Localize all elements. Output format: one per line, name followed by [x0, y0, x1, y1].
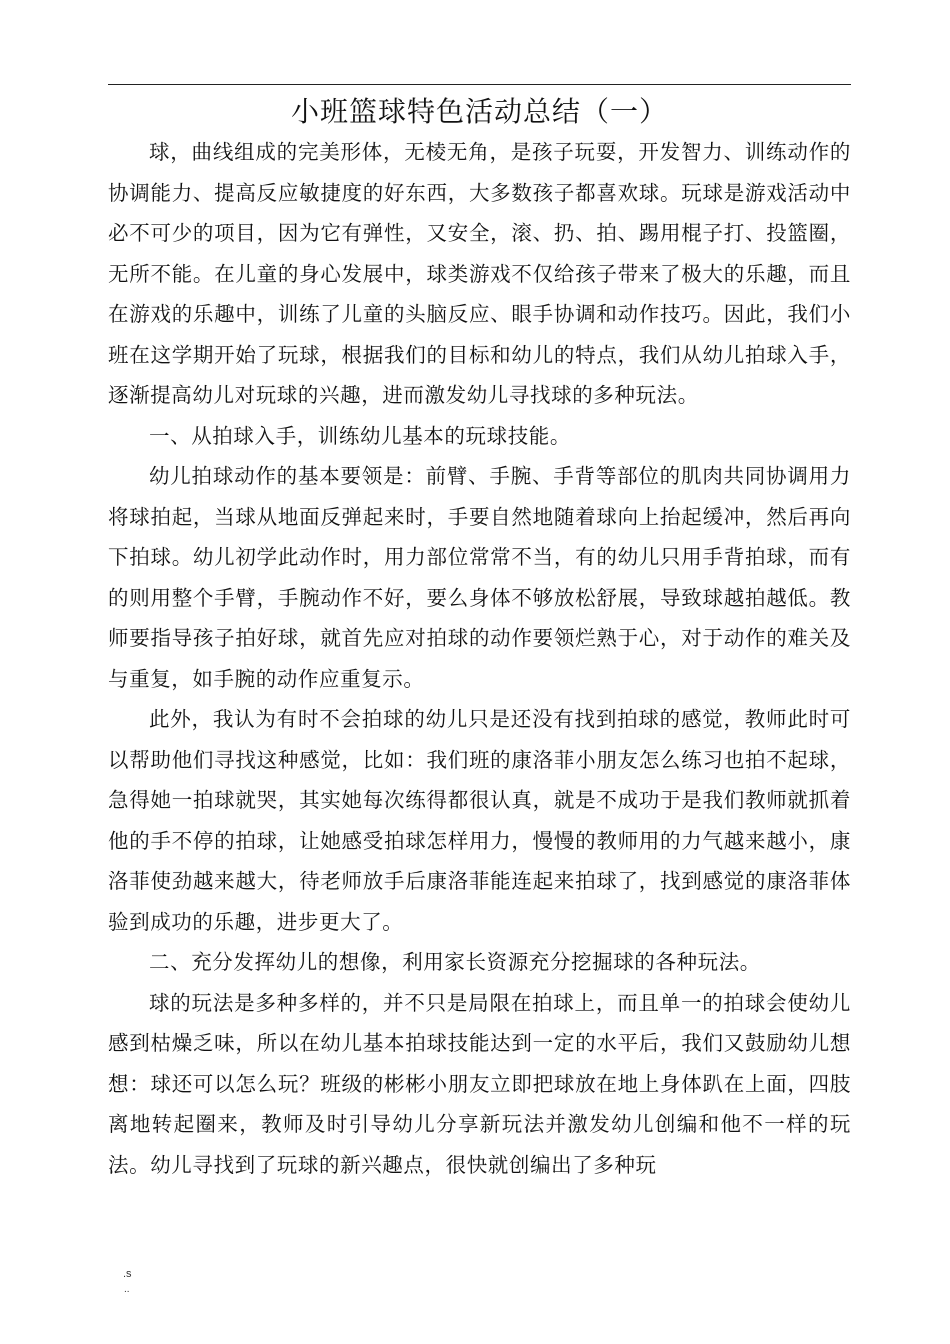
footer-dots: .. [124, 1284, 130, 1295]
document-title: 小班篮球特色活动总结（一） [290, 95, 668, 128]
paragraph-example: 此外，我认为有时不会拍球的幼儿只是还没有找到拍球的感觉，教师此时可以帮助他们寻找这种感觉，比如：我们班的康洛菲小朋友怎么练习也拍不起球，急得她一拍球就哭，其实她每次练得都很认真，就是不成功于是我们教师就抓着他的手不停的拍球，让她感受拍球怎样用力，慢慢的教师用的力气越来越小，康洛菲使劲越来越大，待老师放手后康洛菲能连起来拍球了，找到感觉的康洛菲体验到成功的乐趣，进步更大了。 [108, 707, 851, 934]
section-heading-1: 一、从拍球入手，训练幼儿基本的玩球技能。 [149, 423, 571, 448]
header-rule [108, 84, 851, 85]
paragraph-intro: 球，曲线组成的完美形体，无棱无角，是孩子玩耍，开发智力、训练动作的协调能力、提高反应敏捷度的好东西，大多数孩子都喜欢球。玩球是游戏活动中必不可少的项目，因为它有弹性，又安全，滚、扔、拍、踢用棍子打、投篮圈，无所不能。在儿童的身心发展中，球类游戏不仅给孩子带来了极大的乐趣，而且在游戏的乐趣中，训练了儿童的头脑反应、眼手协调和动作技巧。因此，我们小班在这学期开始了玩球，根据我们的目标和幼儿的特点，我们从幼儿拍球入手，逐渐提高幼儿对玩球的兴趣，进而激发幼儿寻找球的多种玩法。 [108, 140, 851, 407]
paragraph-technique: 幼儿拍球动作的基本要领是：前臂、手腕、手背等部位的肌肉共同协调用力将球拍起，当球从地面反弹起来时，手要自然地随着球向上抬起缓冲，然后再向下拍球。幼儿初学此动作时，用力部位常常不当，有的幼儿只用手背拍球，而有的则用整个手臂，手腕动作不好，要么身体不够放松舒展，导致球越拍越低。教师要指导孩子拍好球，就首先应对拍球的动作要领烂熟于心，对于动作的难关及与重复，如手腕的动作应重复示。 [108, 464, 851, 691]
document-body [108, 132, 851, 1185]
section-heading-2: 二、充分发挥幼儿的想像，利用家长资源充分挖掘球的各种玩法。 [149, 950, 761, 974]
paragraph-variations: 球的玩法是多种多样的，并不只是局限在拍球上，而且单一的拍球会使幼儿感到枯燥乏味，所以在幼儿基本拍球技能达到一定的水平后，我们又鼓励幼儿想想：球还可以怎么玩？班级的彬彬小朋友立即把球放在地上身体趴在上面，四肢离地转起圈来，教师及时引导幼儿分享新玩法并激发幼儿创编和他不一样的玩法。幼儿寻找到了玩球的新兴趣点，很快就创编出了多种玩 [108, 990, 851, 1177]
footer-mark: .s [123, 1268, 132, 1280]
